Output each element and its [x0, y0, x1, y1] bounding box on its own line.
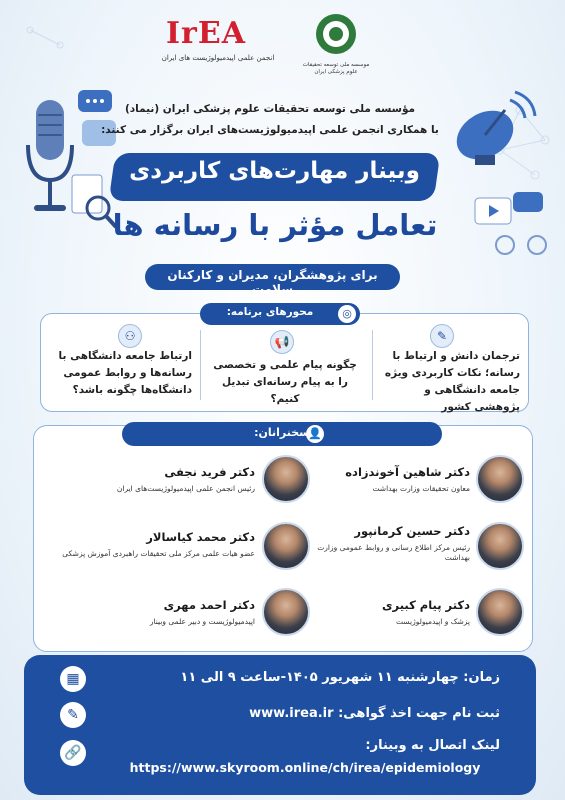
- topic-divider: [372, 330, 373, 400]
- satellite-illustration: [445, 80, 560, 270]
- speaker-name: دکتر محمد کیاسالار: [146, 530, 255, 544]
- organizer-line-1: مؤسسه ملی توسعه تحقیقات علوم پزشکی ایران (نیماد): [124, 103, 416, 115]
- speaker-name: دکتر احمد مهری: [163, 598, 255, 612]
- speaker-name: دکتر پیام کبیری: [382, 598, 470, 612]
- nimad-logo: [300, 10, 372, 80]
- speaker-photo: [476, 588, 524, 636]
- nimad-logo-subtitle: موسسه ملی توسعه تحقیقات علوم پزشکی ایران: [302, 62, 370, 75]
- network-icon: ⚇: [118, 324, 142, 348]
- speakers-heading: سخنرانان:: [254, 426, 310, 439]
- speaker-photo: [262, 588, 310, 636]
- megaphone-icon: 📢: [270, 330, 294, 354]
- speaker-photo: [476, 455, 524, 503]
- link-icon: 🔗: [60, 740, 86, 766]
- speaker-role: اپیدمیولوژیست و دبیر علمی وبینار: [149, 617, 255, 626]
- calendar-icon: ▦: [60, 666, 86, 692]
- speaker-role: رئیس مرکز اطلاع رسانی و روابط عمومی وزارت بهداشت: [317, 543, 470, 562]
- topic-divider: [200, 330, 201, 400]
- webinar-link-url[interactable]: https://www.skyroom.online/ch/irea/epidemiology: [129, 760, 481, 775]
- certificate-icon: ✎: [60, 702, 86, 728]
- speaker-photo: [262, 455, 310, 503]
- presenter-icon: 👤: [306, 425, 324, 443]
- webinar-link-label: لینک اتصال به وبینار:: [365, 738, 500, 753]
- topic-item-2: چگونه پیام علمی و تخصصی را به پیام رسانه‌ای تبدیل کنیم؟: [213, 359, 357, 405]
- irea-logo: [158, 14, 278, 64]
- speaker-photo: [262, 522, 310, 570]
- event-time: زمان: چهارشنبه ۱۱ شهریور ۱۴۰۵-ساعت ۹ الی ۱۱: [180, 670, 500, 685]
- target-icon: ◎: [338, 305, 356, 323]
- webinar-subtitle: تعامل مؤثر با رسانه ها: [112, 208, 438, 242]
- speaker-role: رئیس انجمن علمی اپیدمیولوژیست‌های ایران: [116, 484, 255, 493]
- speaker-role: معاون تحقیقات وزارت بهداشت: [372, 484, 470, 493]
- registration-info[interactable]: ثبت نام جهت اخذ گواهی: www.irea.ir: [249, 706, 500, 721]
- irea-logo-text: IrEA: [166, 16, 246, 51]
- irea-logo-subtitle: انجمن علمی اپیدمیولوژیست های ایران: [161, 54, 275, 62]
- topic-item-3: ارتباط جامعه دانشگاهی با رسانه‌ها و روابط عمومی دانشگاه‌ها چگونه باشد؟: [58, 350, 192, 396]
- program-heading: محورهای برنامه:: [226, 306, 314, 318]
- speaker-role: پزشک و اپیدمیولوژیست: [395, 617, 470, 626]
- organizer-line-2: با همکاری انجمن علمی اپیدمیولوژیست‌های ایران برگزار می کنند:: [101, 124, 439, 136]
- speaker-photo: [476, 522, 524, 570]
- webinar-title: وبینار مهارت‌های کاربردی: [129, 158, 420, 184]
- speaker-name: دکتر شاهین آخوندزاده: [345, 465, 470, 479]
- document-pen-icon: ✎: [430, 324, 454, 348]
- speaker-name: دکتر فرید نجفی: [164, 465, 255, 479]
- audience-text: برای پژوهشگران، مدیران و کارکنان سلامت: [167, 268, 378, 296]
- speaker-role: عضو هیات علمی مرکز ملی تحقیقات راهبردی آموزش پزشکی: [62, 549, 255, 558]
- speaker-name: دکتر حسین کرمانپور: [354, 524, 470, 538]
- nimad-emblem-icon: [300, 10, 372, 62]
- topic-item-1: ترجمان دانش و ارتباط با رسانه؛ نکات کاربردی ویژه جامعه دانشگاهی و پژوهشی کشور: [384, 350, 520, 413]
